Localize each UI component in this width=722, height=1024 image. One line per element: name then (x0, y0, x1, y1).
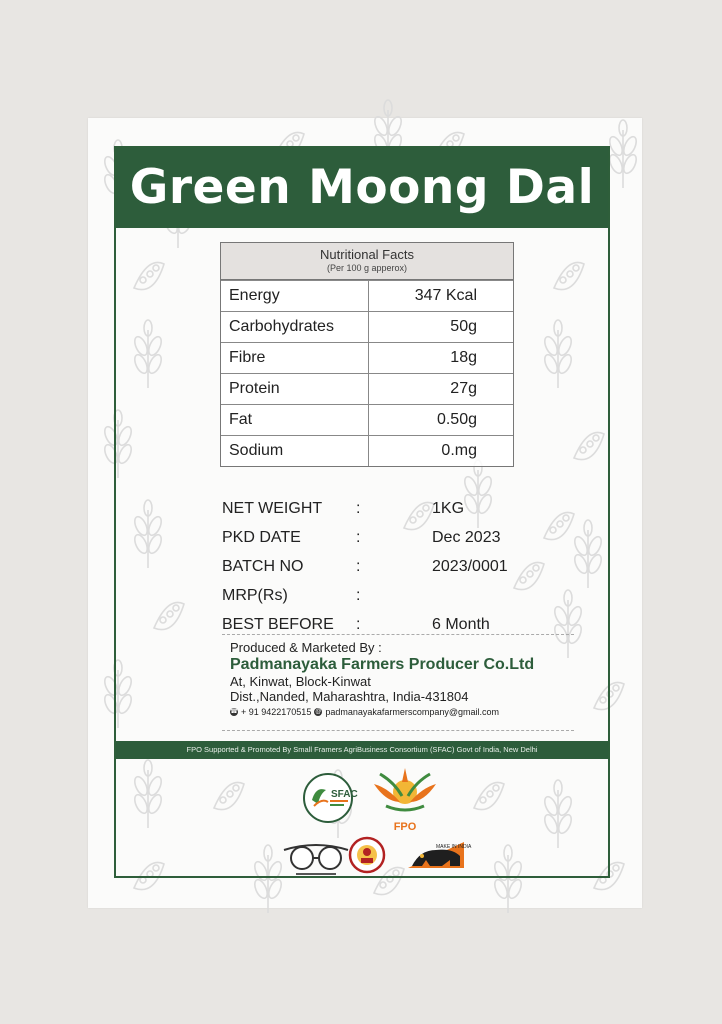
detail-value: Dec 2023 (432, 529, 501, 546)
nutrient-value: 0.50g (436, 411, 477, 428)
emblem-logo (348, 836, 386, 874)
nutrition-row (221, 342, 513, 373)
producer-company: Padmanayaka Farmers Producer Co.Ltd (230, 656, 535, 673)
detail-mrp (222, 587, 552, 616)
sfac-logo (302, 772, 358, 824)
nutrient-name: Carbohydrates (221, 312, 369, 342)
detail-separator: : (356, 529, 361, 546)
make-in-india-text: MAKE IN INDIA (436, 844, 472, 850)
label-sheet (88, 118, 642, 908)
nutrition-row (221, 311, 513, 342)
nutrient-value: 347 Kcal (414, 287, 477, 304)
detail-pkd-date (222, 529, 552, 558)
detail-value: 1KG (432, 500, 465, 517)
producer-phone: + 91 9422170515 (241, 707, 312, 717)
make-in-india-logo (406, 838, 472, 872)
swachh-bharat-logo (280, 838, 352, 878)
nutrition-row (221, 373, 513, 404)
detail-separator: : (356, 500, 361, 517)
divider-top (222, 634, 574, 635)
nutrition-row (221, 435, 513, 466)
nutrition-header (221, 243, 513, 280)
sfac-logo-text: SFAC (331, 789, 358, 800)
nutrient-value: 18g (450, 349, 477, 366)
producer-by-label: Produced & Marketed By : (230, 640, 382, 655)
detail-label: BEST BEFORE (222, 616, 334, 633)
nutrition-table (220, 242, 514, 467)
footer-sfac-text: FPO Supported & Promoted By Small Framers AgriBusiness Consortium (SFAC) Govt of India, New Delhi (116, 741, 608, 759)
producer-contact (230, 707, 590, 717)
fpo-logo (366, 762, 444, 834)
nutrient-name: Protein (221, 374, 369, 404)
nutrient-value: 50g (450, 318, 477, 335)
nutrient-name: Fat (221, 405, 369, 435)
nutrient-value: 27g (450, 380, 477, 397)
producer-email: padmanayakafarmerscompany@gmail.com (325, 707, 500, 717)
detail-label: PKD DATE (222, 529, 301, 546)
nutrition-row (221, 404, 513, 435)
detail-label: BATCH NO (222, 558, 304, 575)
nutrient-name: Energy (221, 281, 369, 311)
nutrient-name: Sodium (221, 436, 369, 466)
producer-address-line1: At, Kinwat, Block-Kinwat (230, 674, 371, 689)
nutrient-value: 0.mg (441, 442, 477, 459)
fpo-logo-text: FPO (393, 821, 417, 833)
detail-separator: : (356, 616, 361, 633)
detail-separator: : (356, 558, 361, 575)
divider-bottom (222, 730, 574, 731)
nutrition-row (221, 280, 513, 311)
detail-label: MRP(Rs) (222, 587, 288, 604)
nutrient-name: Fibre (221, 343, 369, 373)
detail-label: NET WEIGHT (222, 500, 323, 517)
nutrition-heading: Nutritional Facts (320, 247, 414, 262)
detail-batch-no (222, 558, 552, 587)
email-icon: @ (315, 709, 322, 715)
detail-net-weight (222, 500, 552, 529)
producer-address-line2: Dist.,Nanded, Maharashtra, India-431804 (230, 689, 469, 704)
detail-value: 6 Month (432, 616, 490, 633)
detail-value: 2023/0001 (432, 558, 508, 575)
product-details (222, 500, 552, 645)
product-title: Green Moong Dal (116, 148, 608, 228)
detail-separator: : (356, 587, 361, 604)
producer-block (230, 640, 590, 717)
label-frame (114, 146, 610, 878)
whatsapp-icon: ☎ (230, 709, 238, 715)
nutrition-subheading: (Per 100 g apperox) (326, 263, 408, 273)
